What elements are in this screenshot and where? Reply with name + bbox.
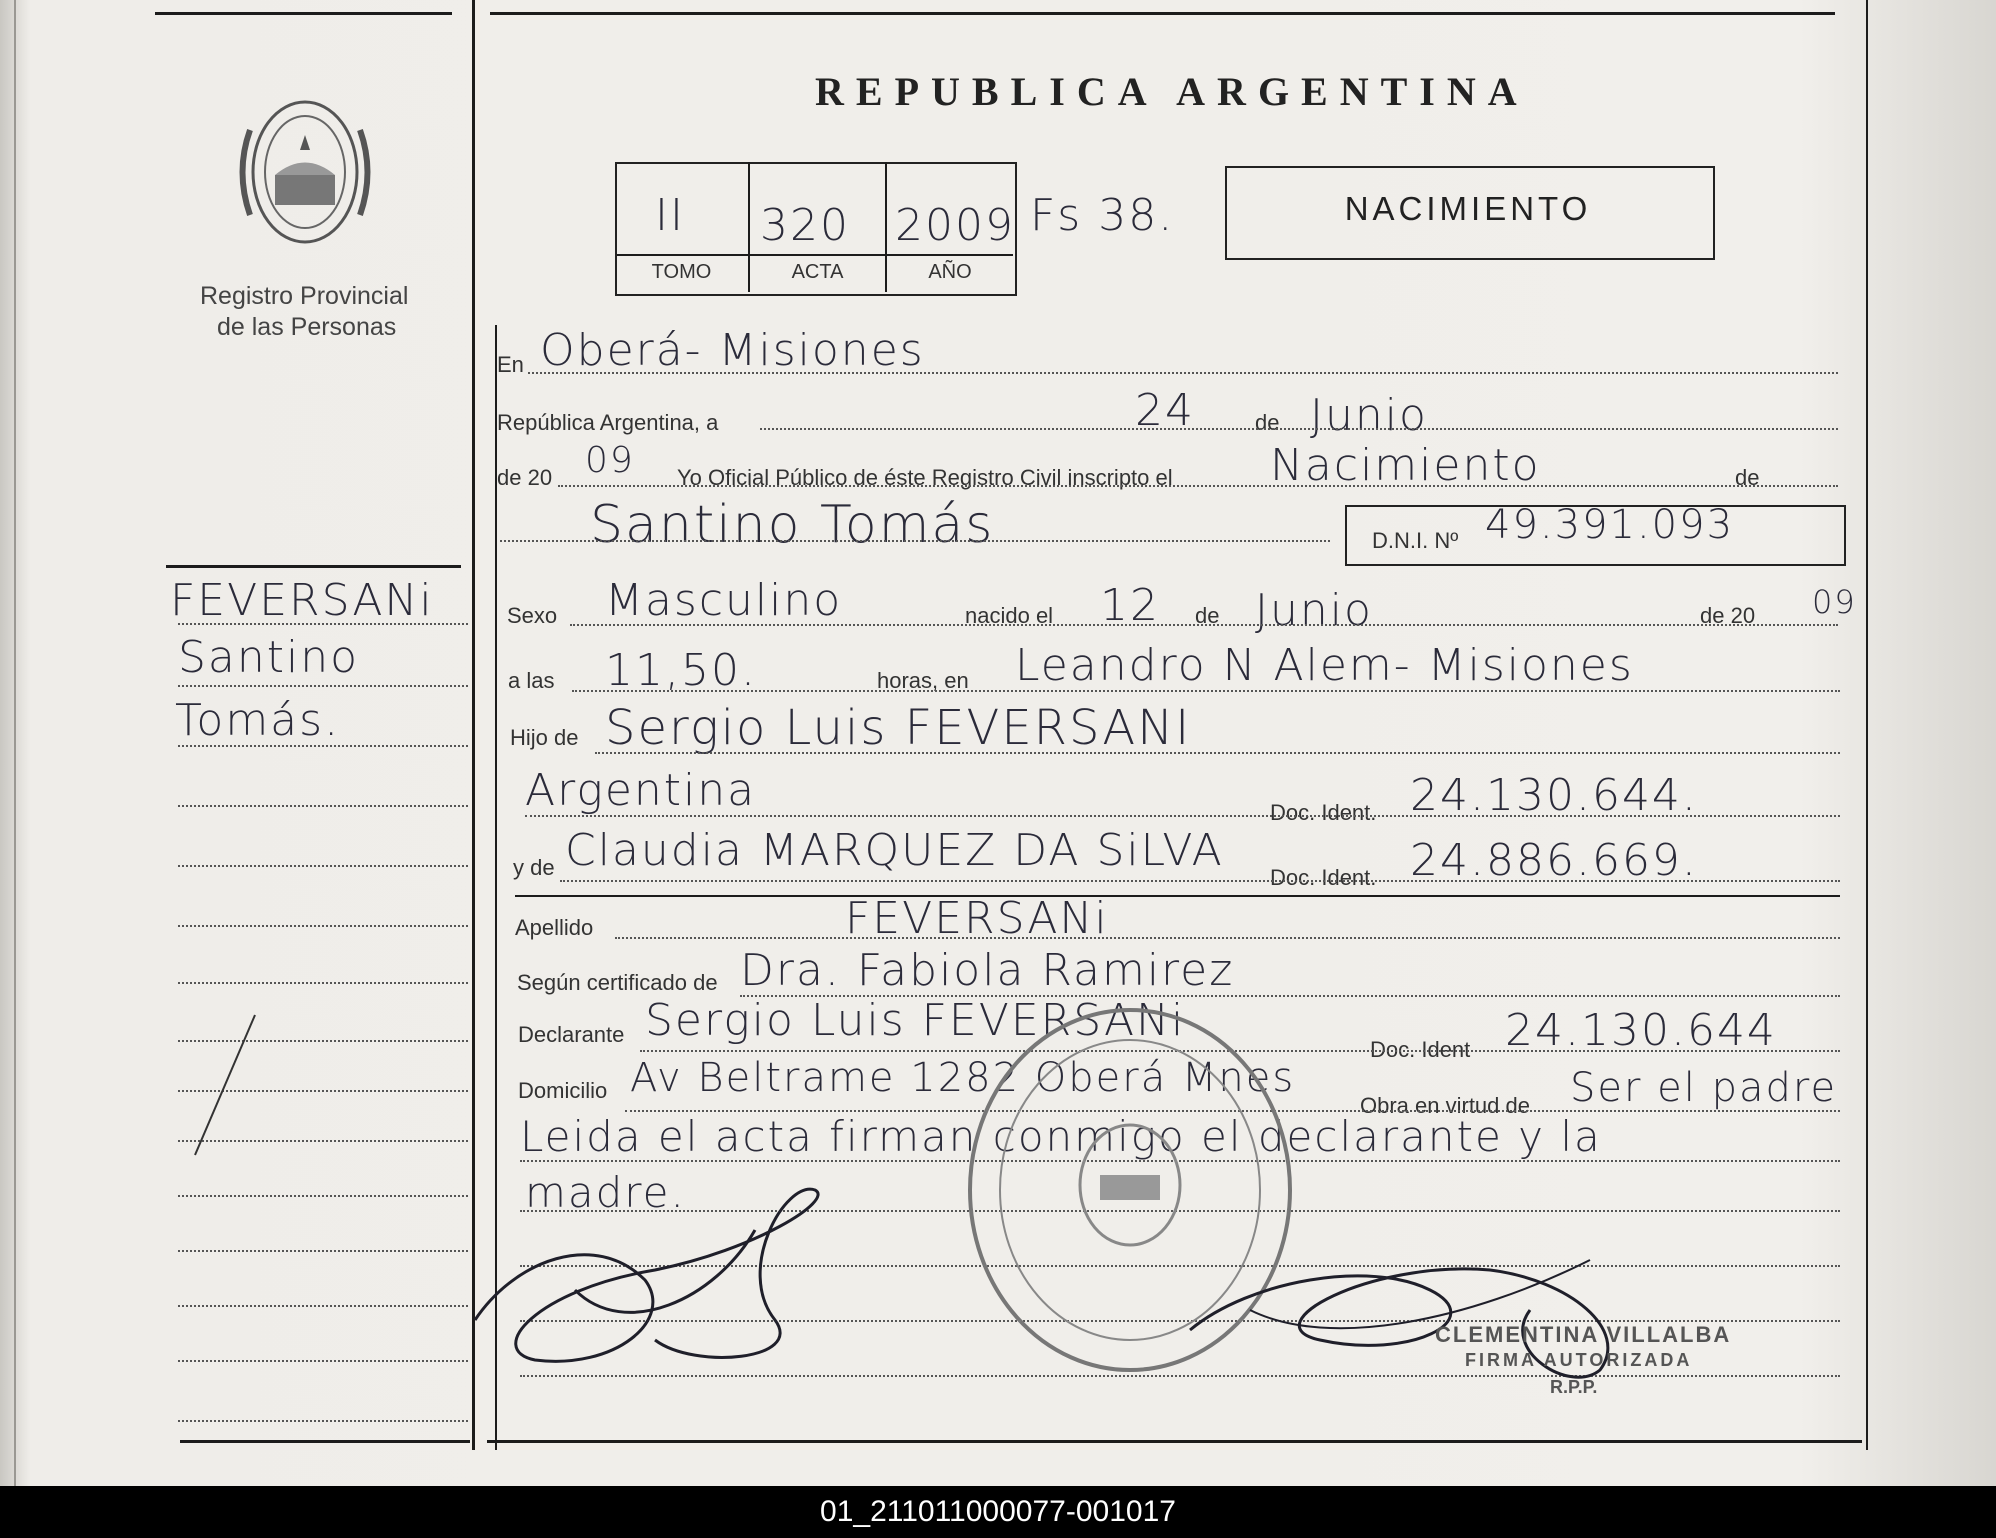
birth-year-value: 09 <box>1812 583 1857 621</box>
month-value: Junio <box>1310 390 1428 441</box>
anio-value: 2009 <box>895 200 1015 251</box>
declarante-doc-value: 24.130.644 <box>1505 1005 1777 1056</box>
doc-label-3: Doc. Ident <box>1370 1037 1471 1062</box>
registry-name-line1: Registro Provincial <box>200 282 409 310</box>
sidebar-given-name1: Santino <box>178 632 360 683</box>
sidebar-given-name2: Tomás. <box>175 695 341 746</box>
sidebar-cancel-stroke <box>180 1010 270 1160</box>
official-role: FIRMA AUTORIZADA <box>1465 1350 1693 1370</box>
official-unit: R.P.P. <box>1550 1377 1598 1397</box>
official-signature <box>1170 1220 1670 1400</box>
alas-line <box>572 690 1840 692</box>
de20-line <box>558 485 1838 487</box>
sidebar-bottom-rule <box>180 1440 470 1443</box>
declarante-label: Declarante <box>518 1022 625 1047</box>
apellido-line <box>615 937 1840 939</box>
hijo-line <box>595 752 1840 754</box>
acta-value: 320 <box>760 200 850 251</box>
de-label-2: de <box>1735 465 1760 490</box>
sidebar-line <box>178 1250 468 1252</box>
en-value: Oberá- Misiones <box>540 325 925 376</box>
de-label: de <box>1255 410 1280 435</box>
folio-value: Fs 38. <box>1030 190 1175 241</box>
tomo-label: TOMO <box>651 261 712 283</box>
hijo-label: Hijo de <box>510 725 579 750</box>
mother-name-value: Claudia MARQUEZ DA SiLVA <box>565 825 1224 876</box>
doc-label-2: Doc. Ident. <box>1270 865 1377 890</box>
dni-label: D.N.I. Nº <box>1372 528 1459 553</box>
father-name-value: Sergio Luis FEVERSANI <box>605 700 1192 756</box>
mother-doc-value: 24.886.669. <box>1410 835 1698 886</box>
leida-text-line1: Leida el acta firman conmigo el declarante y la <box>520 1112 1602 1161</box>
day-value: 24 <box>1135 385 1195 436</box>
father-nationality-value: Argentina <box>525 765 757 816</box>
sidebar-line <box>178 1360 468 1362</box>
yde-label: y de <box>513 855 555 880</box>
top-rule-right <box>490 12 1835 15</box>
sidebar-line <box>178 805 468 807</box>
sexo-value: Masculino <box>605 575 843 626</box>
registry-name-line2: de las Personas <box>217 313 397 341</box>
sidebar-line <box>178 925 468 927</box>
apellido-value: FEVERSANi <box>845 893 1109 944</box>
record-box-divider-h <box>617 254 1013 256</box>
vertical-right-edge <box>1866 0 1868 1450</box>
hour-value: 11,50. <box>605 645 757 696</box>
father-doc-value: 24.130.644. <box>1410 770 1698 821</box>
segun-label: Según certificado de <box>517 970 718 995</box>
birth-place-value: Leandro N Alem- Misiones <box>1015 640 1634 691</box>
de20-label-2: de 20 <box>1700 603 1756 628</box>
sidebar-line <box>178 745 468 747</box>
leida-text-line2: madre. <box>525 1168 686 1217</box>
alas-label: a las <box>508 668 555 693</box>
nacido-label: nacido el <box>965 603 1054 628</box>
apellido-label: Apellido <box>515 915 594 940</box>
birth-month-value: Junio <box>1255 585 1373 636</box>
declarante-value: Sergio Luis FEVERSANi <box>645 995 1186 1046</box>
dni-value: 49.391.093 <box>1485 502 1735 548</box>
record-type-label: NACIMIENTO <box>1344 190 1592 227</box>
sidebar-line <box>178 982 468 984</box>
en-line <box>528 372 1838 374</box>
inscripto-value: Nacimiento <box>1270 440 1541 491</box>
obra-label: Obra en virtud de <box>1360 1093 1530 1118</box>
province-seal-icon <box>230 90 380 255</box>
domicilio-value: Av Beltrame 1282 Oberá Mnes <box>630 1055 1296 1101</box>
de20-label: de 20 <box>497 465 553 490</box>
de-label-3: de <box>1195 603 1220 628</box>
name-line <box>500 540 1330 542</box>
anio-label: AÑO <box>928 261 972 283</box>
year-value: 09 <box>585 440 635 481</box>
sidebar-line <box>178 1195 468 1197</box>
top-rule-left <box>155 12 452 15</box>
sexo-line <box>570 624 1838 626</box>
sidebar-surname: FEVERSANi <box>170 575 434 626</box>
nationality-line <box>525 815 1840 817</box>
sidebar-line <box>178 685 468 687</box>
republica-line <box>760 428 1838 430</box>
child-name-value: Santino Tomás <box>590 495 995 555</box>
obra-value: Ser el padre <box>1570 1065 1838 1111</box>
bottom-rule <box>487 1440 1862 1443</box>
sidebar-line <box>178 1305 468 1307</box>
doc-label: Doc. Ident. <box>1270 800 1377 825</box>
en-label: En <box>497 352 524 377</box>
horas-label: horas, en <box>877 668 969 693</box>
vertical-left-edge <box>14 0 16 1486</box>
sidebar-line <box>178 865 468 867</box>
republica-label: República Argentina, a <box>497 410 719 435</box>
tomo-value: II <box>655 190 685 241</box>
sidebar-top-rule <box>166 565 461 568</box>
acta-label: ACTA <box>791 261 844 283</box>
sexo-label: Sexo <box>507 603 558 628</box>
sidebar-line <box>178 623 468 625</box>
segun-value: Dra. Fabiola Ramirez <box>740 945 1235 996</box>
declarant-signature <box>455 1170 975 1400</box>
parents-separator <box>515 895 1840 897</box>
file-id-footer: 01_211011000077-001017 <box>0 1486 1996 1538</box>
domicilio-label: Domicilio <box>518 1078 608 1103</box>
yde-line <box>560 880 1840 882</box>
official-name: CLEMENTINA VILLALBA <box>1435 1322 1732 1347</box>
page-title: REPUBLICA ARGENTINA <box>815 69 1529 114</box>
birth-day-value: 12 <box>1100 580 1160 631</box>
sidebar-line <box>178 1420 468 1422</box>
yo-oficial-label: Yo Oficial Público de éste Registro Civil inscripto el <box>677 465 1173 490</box>
